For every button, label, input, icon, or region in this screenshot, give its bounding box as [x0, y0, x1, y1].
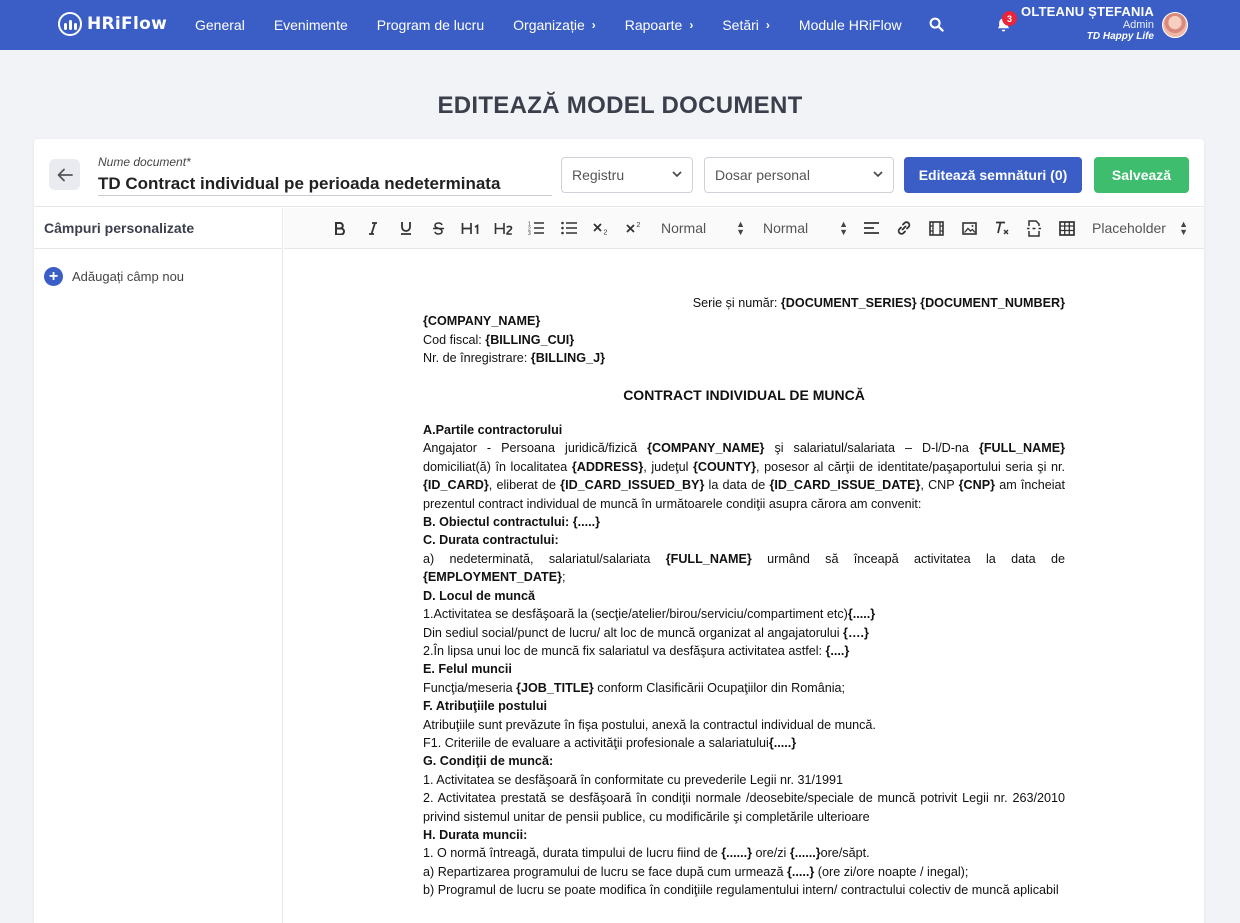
h-text-1: 1. O normă întreagă, durata timpului de lucru fiind de [423, 846, 722, 861]
h1-icon[interactable] [460, 218, 482, 238]
svg-text:1: 1 [528, 221, 531, 228]
section-h-line-1 [423, 844, 1065, 862]
doc-series-prefix: Serie și număr: [692, 296, 781, 310]
section-g-line-1: 1. Activitatea se desfăşoară în conformitate cu prevederile Legii nr. 31/1991 [423, 772, 844, 787]
section-c-title-text: C. Durata contractului: [423, 533, 559, 548]
italic-icon[interactable] [365, 218, 381, 238]
section-g-title-text: G. Condiţii de muncă: [423, 754, 554, 769]
folder-select-value: Dosar personal [715, 167, 810, 183]
h-text-2: ore/zi [752, 846, 790, 861]
section-d-line-1 [423, 605, 1065, 623]
f-placeholder-2: {.....} [768, 735, 797, 750]
doc-reg-value: {BILLING_J} [530, 351, 605, 366]
d-text-3: 2.În lipsa unui loc de muncă fix salariatul va desfăşura activitatea astfel: [423, 643, 826, 658]
clear-format-icon[interactable] [993, 218, 1010, 238]
a-text-9: am încheiat prezentul contract individual de muncă în următoarele condiţii asupra cărora am convenit: [423, 478, 1066, 511]
subscript-icon[interactable] [592, 218, 610, 238]
a-placeholder-1: {COMPANY_NAME} [647, 441, 765, 456]
svg-text:2: 2 [636, 222, 640, 229]
align-icon[interactable] [863, 218, 879, 238]
section-b-title [423, 513, 1065, 531]
svg-text:2: 2 [528, 226, 531, 233]
arrow-left-icon [57, 168, 73, 182]
section-d-line-2 [423, 624, 1065, 642]
section-c-text [423, 550, 1065, 587]
chevron-right-icon: › [689, 18, 694, 32]
f-text-2: F1. Criteriile de evaluare a activităţii profesionale a salariatului [423, 735, 769, 750]
nav-item-label: Module HRiFlow [798, 17, 902, 33]
e-text-2: conform Clasificării Ocupaţiilor din România; [593, 680, 846, 695]
chevron-down-icon [672, 169, 682, 181]
ordered-list-icon[interactable] [527, 218, 545, 238]
editor-toolbar [284, 208, 1204, 249]
doc-name-label: Nume document* [98, 155, 191, 169]
section-f-line-1: Atribuţiile sunt prevăzute în fişa postului, anexă la contractul individual de muncă. [423, 717, 876, 732]
doc-reg-line [423, 349, 1065, 367]
sidebar-divider [34, 248, 282, 249]
a-text-6: , eliberat de [488, 478, 561, 493]
user-name: OLTEANU ȘTEFANIA [1021, 4, 1154, 19]
top-navbar [0, 0, 1240, 50]
page-title: EDITEAZĂ MODEL DOCUMENT [437, 92, 803, 119]
h-placeholder-3: {.....} [787, 864, 815, 879]
header-select[interactable] [661, 218, 745, 238]
chevron-right-icon: › [591, 18, 596, 32]
chevron-down-icon [873, 169, 883, 181]
register-select[interactable] [561, 157, 693, 193]
section-f-title-text: F. Atribuţiile postului [423, 699, 548, 714]
user-role: Admin [1122, 19, 1154, 32]
section-f-title [423, 697, 1065, 715]
nav-item-2[interactable] [377, 17, 484, 33]
document-header [34, 139, 1204, 207]
bullet-list-icon[interactable] [560, 218, 578, 238]
c-text-1: a) nedeterminată, salariatul/salariata [423, 551, 666, 566]
plus-icon: + [44, 267, 63, 286]
sidebar-title: Câmpuri personalizate [44, 220, 195, 236]
section-h-title [423, 826, 1065, 844]
a-placeholder-2: {FULL_NAME} [978, 441, 1065, 456]
search-icon[interactable] [929, 17, 944, 37]
doc-fiscal-value: {BILLING_CUI} [485, 332, 575, 347]
video-icon[interactable] [928, 218, 944, 238]
a-text-4: , judeţul [643, 459, 694, 474]
bold-icon[interactable] [332, 218, 348, 238]
section-d-title [423, 587, 1065, 605]
superscript-icon[interactable] [625, 218, 643, 238]
nav-item-label: General [195, 17, 245, 33]
edit-signatures-button[interactable]: Editează semnături (0) [904, 157, 1082, 193]
doc-company-line [423, 312, 1065, 330]
a-placeholder-5: {ID_CARD} [423, 478, 489, 493]
logo-text: HRiFlow [87, 14, 168, 34]
h-text-3: ore/săpt. [820, 846, 870, 861]
nav-item-4[interactable] [625, 17, 694, 33]
updown-icon: ▲ ▼ [1179, 219, 1188, 237]
chevron-right-icon: › [765, 18, 770, 32]
a-text-3: domiciliat(ă) în localitatea [423, 459, 572, 474]
c-placeholder-2: {EMPLOYMENT_DATE} [423, 570, 563, 585]
document-content[interactable] [423, 294, 1065, 900]
nav-item-label: Evenimente [273, 17, 348, 33]
logo-icon [58, 12, 82, 36]
notification-badge: 3 [1002, 11, 1017, 26]
link-icon[interactable] [895, 218, 913, 238]
c-text-3: ; [562, 570, 566, 585]
nav-item-1[interactable] [274, 17, 348, 33]
e-text-1: Funcţia/meseria [423, 680, 517, 695]
d-text-1: 1.Activitatea se desfăşoară la (secţie/atelier/birou/serviciu/compartiment etc) [423, 607, 848, 622]
section-e-title-text: E. Felul muncii [423, 662, 512, 677]
svg-text:2: 2 [603, 229, 607, 235]
a-placeholder-7: {ID_CARD_ISSUE_DATE} [769, 478, 921, 493]
a-placeholder-8: {CNP} [958, 478, 996, 493]
back-button[interactable] [49, 159, 80, 190]
doc-company: {COMPANY_NAME} [423, 314, 541, 329]
a-text-7: la data de [704, 478, 770, 493]
section-g-line-2: 2. Activitatea prestată se desfăşoară în condiţii normale /deosebite/speciale de muncă potrivit Legii nr. 263/2010 privind sistemul unitar de pensii publice, cu modificările şi completările ulterioare [423, 791, 1065, 824]
section-b-title-text: B. Obiectul contractului: {.....} [423, 515, 601, 530]
editor-card [34, 139, 1204, 923]
h-placeholder-1: {......} [721, 846, 753, 861]
user-menu[interactable] [1021, 5, 1154, 42]
c-placeholder-1: {FULL_NAME} [665, 551, 752, 566]
updown-icon: ▲ ▼ [736, 219, 745, 237]
section-a-title-text: A.Partile contractorului [423, 423, 563, 438]
section-f-line-2 [423, 734, 1065, 752]
nav-item-label: Setări [722, 17, 759, 33]
save-button[interactable]: Salvează [1094, 157, 1189, 193]
underline-icon[interactable] [398, 218, 414, 238]
d-placeholder-3: {....} [825, 643, 850, 658]
table-icon[interactable] [1058, 218, 1076, 238]
user-company: TD Happy Life [1086, 31, 1154, 43]
placeholder-select[interactable] [1092, 218, 1188, 238]
nav-item-3[interactable] [513, 17, 596, 33]
section-a-title [423, 421, 1065, 439]
h-placeholder-2: {......} [789, 846, 821, 861]
size-select-value: Normal [763, 220, 809, 236]
section-h-title-text: H. Durata muncii: [423, 827, 528, 842]
section-a-text [423, 439, 1065, 513]
a-text-5: , posesor al cărţii de identitate/paşaportului seria şi nr. [756, 459, 1065, 474]
c-text-2: urmând să înceapă activitatea la data de [751, 551, 1065, 566]
section-c-title [423, 531, 1065, 549]
svg-text:3: 3 [528, 231, 531, 235]
nav-item-label: Organizație [513, 17, 585, 33]
nav-item-label: Rapoarte [624, 17, 683, 33]
size-select[interactable] [763, 218, 848, 238]
doc-series-line [423, 294, 1065, 312]
a-text-8: , CNP [920, 478, 959, 493]
add-field-button[interactable] [44, 267, 184, 286]
page-break-icon[interactable] [1026, 218, 1042, 238]
d-placeholder-1: {.....} [847, 607, 876, 622]
doc-series-value: {DOCUMENT_SERIES} {DOCUMENT_NUMBER} [780, 296, 1065, 310]
section-h-line-3: b) Programul de lucru se poate modifica în condiţiile regulamentului intern/ contractului colectiv de muncă aplicabil [423, 883, 1059, 898]
add-field-label: Adăugați câmp nou [72, 269, 185, 284]
h-text-4: a) Repartizarea programului de lucru se face după cum urmează [423, 864, 788, 879]
doc-heading: CONTRACT INDIVIDUAL DE MUNCĂ [623, 386, 865, 403]
a-placeholder-3: {ADDRESS} [571, 459, 644, 474]
section-e-line [423, 679, 1065, 697]
doc-name-input[interactable] [98, 172, 552, 196]
doc-reg-prefix: Nr. de înregistrare: [423, 351, 531, 366]
image-icon[interactable] [961, 218, 977, 238]
updown-icon: ▲ ▼ [839, 219, 848, 237]
nav-item-label: Program de lucru [376, 17, 485, 33]
placeholder-select-value: Placeholder [1092, 220, 1166, 236]
a-placeholder-4: {COUNTY} [693, 459, 756, 474]
main-nav [195, 0, 931, 50]
h2-icon[interactable] [493, 218, 515, 238]
d-placeholder-2: {….} [843, 625, 869, 640]
e-placeholder-1: {JOB_TITLE} [516, 680, 594, 695]
doc-fiscal-prefix: Cod fiscal: [423, 332, 486, 347]
header-select-value: Normal [661, 220, 707, 236]
h-text-5: (ore zi/ore noapte / inegal); [814, 864, 969, 879]
custom-fields-sidebar [34, 208, 283, 923]
nav-item-6[interactable] [799, 17, 902, 33]
app-logo[interactable] [58, 12, 167, 36]
avatar[interactable] [1162, 12, 1188, 38]
section-e-title [423, 660, 1065, 678]
nav-item-5[interactable] [722, 17, 770, 33]
nav-item-0[interactable] [195, 17, 245, 33]
section-h-line-2 [423, 863, 1065, 881]
d-text-2: Din sediul social/punct de lucru/ alt loc de muncă organizat al angajatorului [423, 625, 844, 640]
strike-icon[interactable] [430, 218, 446, 238]
section-d-title-text: D. Locul de muncă [423, 588, 535, 603]
doc-fiscal-line [423, 331, 1065, 349]
a-placeholder-6: {ID_CARD_ISSUED_BY} [560, 478, 705, 493]
folder-select[interactable] [704, 157, 894, 193]
section-g-title [423, 752, 1065, 770]
register-select-value: Registru [572, 167, 625, 183]
a-text-1: Angajator - Persoana juridică/fizică [423, 441, 648, 456]
section-d-line-3 [423, 642, 1065, 660]
a-text-2: şi salariatul/salariata – D-l/D-na [764, 441, 979, 456]
